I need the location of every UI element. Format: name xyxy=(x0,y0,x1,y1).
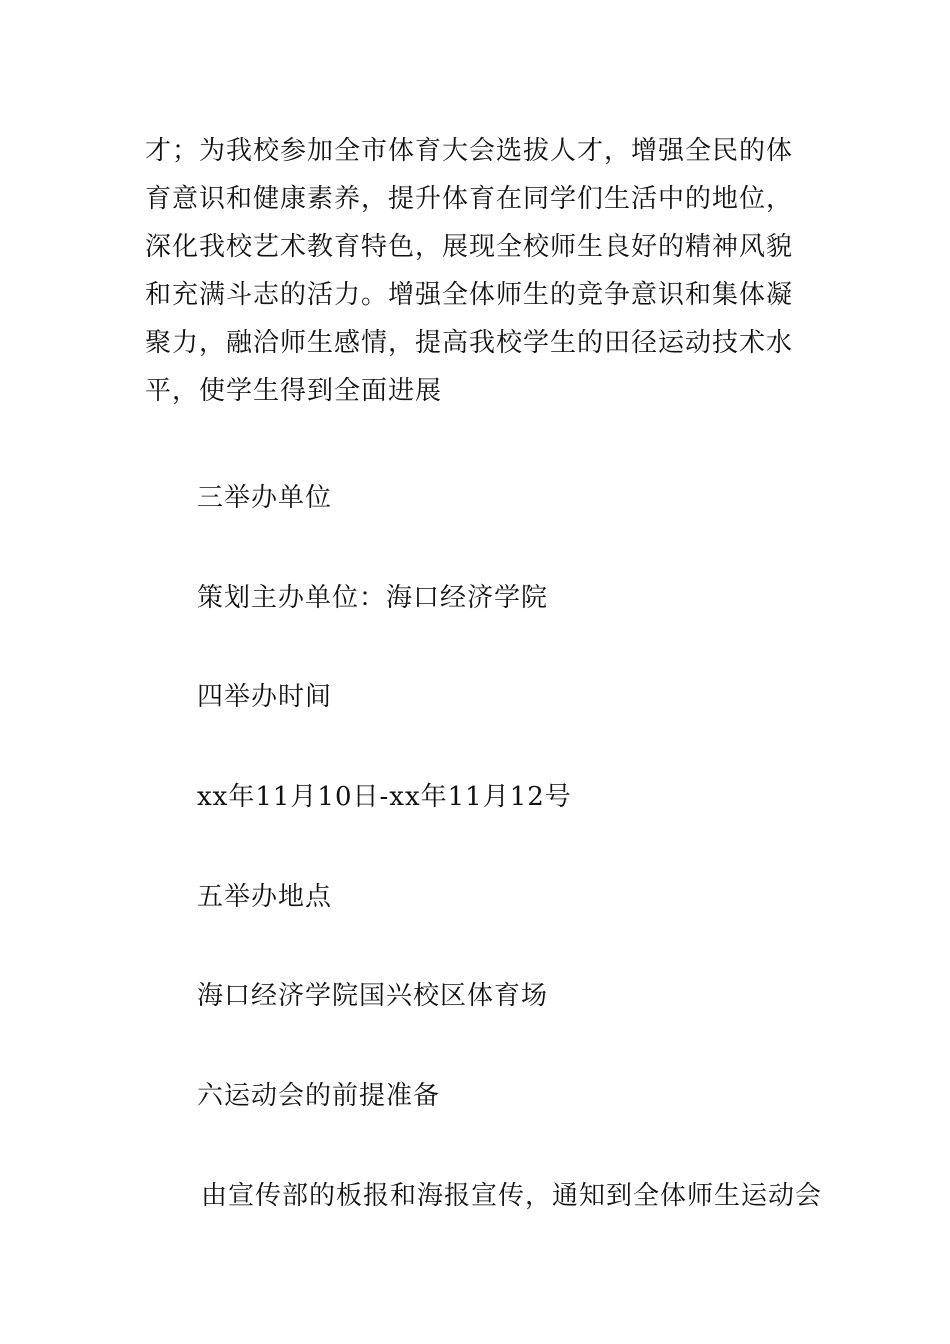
section-heading-preparation: 六运动会的前提准备 xyxy=(197,1081,441,1111)
date-range-text: xx年11月10日-xx年11月12号 xyxy=(197,782,572,812)
section-heading-time: 四举办时间 xyxy=(197,682,333,712)
body-paragraph: 才；为我校参加全市体育大会选拔人才，增强全民的体育意识和健康素养，提升体育在同学们生活中的地位，深化我校艺术教育特色，展现全校师生良好的精神风貌和充满斗志的活力。增强全体师生的竞争意识和集体凝聚力，融洽师生感情，提高我校学生的田径运动技术水平，使学生得到全面进展 xyxy=(145,136,794,406)
venue-text: 海口经济学院国兴校区体育场 xyxy=(197,981,549,1011)
section-heading-location: 五举办地点 xyxy=(197,882,333,912)
organizer-text: 策划主办单位：海口经济学院 xyxy=(197,583,549,613)
preparation-text: 由宣传部的板报和海报宣传，通知到全体师生运动会 xyxy=(201,1181,823,1211)
section-heading-organizer: 三举办单位 xyxy=(197,483,333,513)
